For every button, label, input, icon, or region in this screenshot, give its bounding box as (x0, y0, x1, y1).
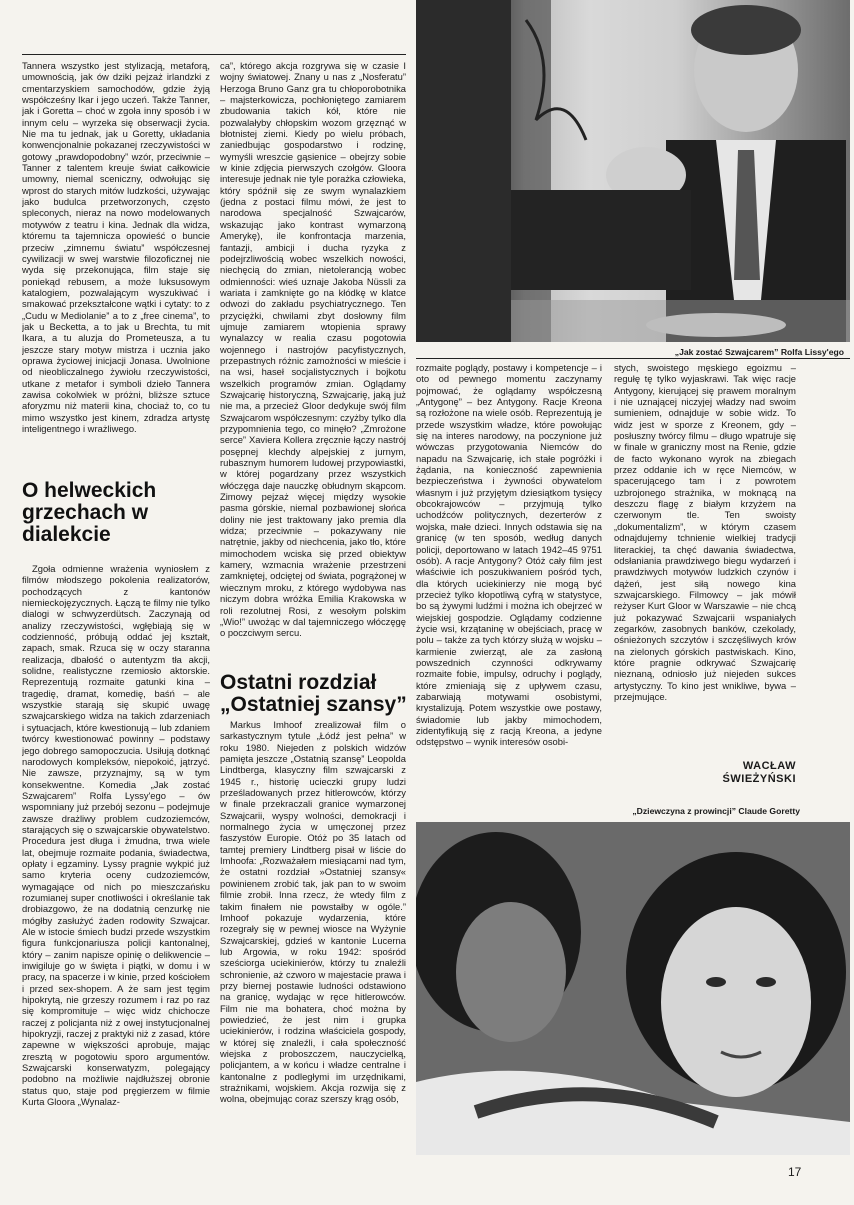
caption-rule (416, 358, 850, 359)
photo-caption: „Dziewczyna z prowincji” Claude Goretty (632, 806, 800, 816)
section-headline: Ostatni rozdział „Ostatniej szansy” (220, 671, 407, 716)
article-column-2-lower (220, 719, 406, 1165)
article-column-1-lower (22, 563, 210, 1165)
body-text: stych, swoistego męskiego egoizmu – regułę tę tylko wyjaskrawi. Tak więc racje Antygony, kierującej się prawem moralnym i nie uznającej niczyjej władzy nad swoim sumieniem, odnajduje w sobie widz. To widz jest w sporze z Kreonem, gdy – posłuszny twórcy filmu – długo wpatruje się w finale w graniczny most na Renie, gdzie de facto wykonano wyrok na zbiegach przez oddanie ich w ręce Niemców, w spacerującego tam i z powrotem uzbrojonego strażnika, w moknącą na deszczu flagę z białym krzyżem na czerwonym tle. Ten swoisty „dokumentalizm”, w którym czasem odnajdujemy tchnienie wielkiej tradycji literackiej, ta chęć dawania świadectwa, odsłaniania prawdziwego biegu wydarzeń i prawdziwych motywów ludzkich czynów i dążeń, jest siłą nowego kina szwajcarskiego. Filmowcy – jak mówił reżyser Kurt Gloor w Warszawie – nie chcą już pokazywać Szwajcarii wspaniałych zegarków, zasobnych banków, czekolady, ośnieżonych szczytów i szczęśliwych krów na zielonych górskich pastwiskach. Kino, które pragnie odkrywać Szwajcarię nieznaną, odniosło już niejeden sukces artystyczny. To kino jest wnikliwe, bywa – przejmujące. (614, 362, 796, 702)
film-still-illustration (416, 822, 850, 1155)
article-column-1 (22, 60, 210, 482)
page-number: 17 (788, 1165, 802, 1179)
film-still-photo (416, 822, 850, 1155)
body-text: Markus Imhoof zrealizował film o sarkastycznym tytule „Łódź jest pełna” w roku 1980. Niejeden z polskich widzów pamięta jeszcze „Ostatnią szansę” Leopolda Lindtberga, klasyczny film szwajcarski z 1945 r., historię ucieczki grupy ludzi prześladowanych przez hitlerowców, którzy w finale przekraczali granice wymarzonej Szwajcarii, wyspy wolności, demokracji i normalnego życia w umęczonej przez faszystów Europie. Otóż po 35 latach od tamtej premiery Lindtberg pisał w liście do Imhoofa: „Rozważałem miesiącami nad tym, że ostatni rozdział »Ostatniej szansy« powinienem zrobić tak, jak pan to w swoim filmie zrobił. Inna rzecz, że wtedy film z takim finałem nie powstałby w ogóle.” Imhoof pokazuje wydarzenia, które rozegrały się w pewnej wiosce na Wyżynie Szwajcarskiej, gdzieś w kantonie Lucerna lub Argowia, w roku 1942: spośród sześciorga uciekinierów, którzy tu znaleźli schronienie, aż czworo w majestacie prawa i przy biernej postawie ludności odstawiono na granicę, wydając w ręce hitlerowców. Film nie ma bohatera, choć można by powiedzieć, że jest nim i grupka uciekinierów, i rodzina właściciela gospody, w której się znaleźli, i cała społeczność wiejska z proboszczem, nauczycielką, policjantem, a w końcu i władze centralne i kantonalne z podległymi im urzędnikami, strażnikami, wojskiem. Akcja rozwija się z wolna, obejmując coraz szerszy krąg osób, (220, 719, 406, 1105)
body-text: rozmaite poglądy, postawy i kompetencje – i oto od pewnego momentu zaczynamy pojmować, że oglądamy współczesną „Antygonę” – bez Antygony. Racje Kreona są rozłożone na wiele osób. Reprezentują je przede wszystkim władze, które powołując się na interes narodowy, na poczynione już wówczas przygotowania Niemców do napadu na Szwajcarię, ich stałe pogróżki i żądania, na konieczność zapewnienia bezpieczeństwa i żywności obywatelom własnym i już przyjętym dziesiątkom tysięcy obcokrajowców – przyjmują tylko uchodźców politycznych, dezerterów z wojska, małe dzieci. Innych odstawia się na granicę (w ten sposób, według danych policji, deportowano w latach 1942–45 9751 osób). A racje Antygony? Otóż cały film jest właściwie ich poszukiwaniem pośród tych, dla których uciekinierzy nie mogą być przecież tylko kłopotliwą cyfrą w statystyce, bo są żywymi ludźmi i można ich obejrzeć w wiejskiej gospodzie. Oglądamy codzienne życie wsi, krzątaninę w obejściach, pracę w polu – także za tych którzy służą w wojsku – karmienie zwierząt, ale za zasłoną powszednich czynności odkrywamy rozmaite fobie, impulsy, odruchy i poglądy, które zmieniają się z upływem czasu, zabarwiają motywami osobistymi, krystalizują. Potem wszystkie owe postawy, świadomie lub jakby mimochodem, zidentyfikują się z racją Kreona, a jedyne odstępstwo – wynik interesów osobi- (416, 362, 602, 748)
body-text: Zgoła odmienne wrażenia wyniosłem z filmów młodszego pokolenia realizatorów, pochodzących z kantonów niemieckojęzycznych. Łączą te filmy nie tylko dialogi w schwyzerdütsch. Zaczynają od analizy rzeczywistości, wgłębiają się w codzienność, próbują oddać jej kształt, zapach, smak. Rzuca się w oczy staranna realizacja, dbałość o autentyzm tła akcji, solidne, realistyczne rzemiosło aktorskie. Reprezentują rozmaite gatunki kina – tragedię, dramat, komedię, baśń – ale wszystkie starają się skupić uwagę szwajcarskiego widza na takich zdarzeniach i sytuacjach, które kwestionują – lub zdaniem twórcy kwestionować powinny – podstawy jego dobrego samopoczucia. Usiłują dotknąć narodowych kompleksów, niepokoić, jątrzyć. Nie zawsze, przyznajmy, są w tym konsekwentne. Komedia „Jak zostać Szwajcarem” Rolfa Lyssy'ego – ów wspomniany już przebój sezonu – podejmuje zawsze drażliwy problem cudzoziemców, starających się o szwajcarskie obywatelstwo. Procedura jest długa i żmudna, trwa wiele lat, obejmuje rozmaite podania, świadectwa, opłaty i egzaminy. Lyssy pragnie wykpić już samo kryteria oceny cudzoziemców, wymagające od nich po mieszczańsku rozumianej super cnotliwości i określanie tak drobiazgowo, że na dodatnią cenzurkę nie mógłby zasłużyć żaden rodowity Szwajcar. Ale w istocie śmiech budzi przede wszystkim figura funkcjonariusza policji kantonalnej, który – zanim napisze opinię o delikwencie – inwigiluje go w święta i piątki, w domu i w pracy, na spacerze i w kinie, przed kościołem i przed sex-shopem. A że sam jest tęgim hipokrytą, nie grzeszy rozumem i raz po raz się kompromituje – więc widz chichocze raczej z policjanta niż z owej instytucjonalnej hipokryzji, raczej z praktyki niż z zasad, które zapewne w większości aprobuje, mając zresztą w pogotowiu sporo argumentów. Szwajcarski konserwatyzm, polegający podobno na możliwie najdłuższej obronie status quo, staje pod pręgierzem w filmie Kurta Gloora „Wynalaz- (22, 563, 210, 1108)
top-rule (22, 54, 406, 55)
photo-caption: „Jak zostać Szwajcarem” Rolfa Lissy'ego (674, 347, 844, 357)
article-author: WACŁAW ŚWIEŻYŃSKI (722, 760, 796, 785)
article-column-4 (614, 362, 796, 747)
body-text: Tannera wszystko jest stylizacją, metaforą, umownością, jak ów dziki pejzaż irlandzki z cmentarzyskiem samochodów, gdzie żyją współcześny Ikar i jego uczeń. Także Tanner, jak i Goretta – choć w zgoła inny sposób i w innym celu – wyrzeka się obserwacji życia. Nie ma tu jednak, jak u Goretty, układania konwencjonalnie pokazanej rzeczywistości w gotowy „prawdopodobny” wzór, przeciwnie – Tanner z talentem kreuje świat całkowicie umowny, niemal sceniczny, odwołując się wprost do starych mitów ludzkości, używając jako budulca przetworzonych, często spleconych, nieraz na nowo modelowanych motywów z teatru i kina. Jednak dla widza, któremu ta tajemnicza opowieść o buncie przeciw „zimnemu światu” współczesnej cywilizacji w swej warstwie filozoficznej nie wyda się przekonująca, film staje się poniekąd rebusem, a może luksusowym katalogiem, pozwalającym wyszukiwać i smakować przekształcone wątki i cytaty: to z „Cudu w Mediolanie” a to z „free cinema”, to jak u Becketta, a to jak u Brechta, tu mit Ikara, a tu aluzja do Prometeusza, a tu jeszcze stary motyw mistrza i ucznia jako oprawa życiowej inicjacji Jonasa. Uwolnione od nieobliczalnego żywiołu rzeczywistości, utkane z metafor i symboli dzieło Tannera zawisa cokolwiek w próżni, bliższe sztuce aforyzmu niż materii kina, chociaż to, co tu mimo wszystko jest kinem, zdradza artystę inteligentnego i wrażliwego. (22, 60, 210, 434)
film-still-photo (416, 0, 850, 342)
article-column-3 (416, 362, 602, 792)
section-headline: O helweckich grzechach w dialekcie (22, 479, 157, 546)
film-still-illustration (416, 0, 850, 342)
body-text: ca”, którego akcja rozgrywa się w czasie I wojny światowej. Znany u nas z „Nosferatu” Herzoga Bruno Ganz gra tu chłoporobotnika – majsterkowicza, pochłoniętego zamiarem zbudowania takich kół, które nie pozwalałyby chłopskim wozom grzęznąć w błotnistej ziemi. Kiedy po wielu próbach, zaniedbując gospodarstwo i rodzinę, wymyśli wreszcie gąsienice – obejrzy sobie w kinie zdjęcia pierwszych czołgów. Gloora interesuje jednak nie tyle porażka człowieka, który spóźnił się ze swym wynalazkiem (jedna z postaci filmu mówi, że jest to narodowa specjalność Szwajcarów, wskazując jako kontrast wymarzoną Amerykę), ile konfrontacja marzenia, fantazji, ambicji i ducha ryzyka z podejrzliwością wobec wszelkich nowości, niechęcią do zmian, nietolerancją wobec odmienności: wieś uznaje Jakoba Nüssli za wariata i zamknięte go na kłódkę w klatce odwozi do zakładu psychiatrycznego. Ten przyciężki, chwilami zbyt dosłowny film ujmuje zamiarem wtopienia sprawy wynalazcy w realia czasu pogotowia wojennego i nastrojów pacyfistycznych, przepastnych różnic zamożności w mieście i na wsi, haseł socjalistycznych i bojkotu wszelkich programów zmian. Oglądamy Szwajcarię historyczną, Szwajcarię, jaką już nie ma, a przecież Gloor dedykuje swój film Szwajcarom współczesnym: czyżby tylko dla przypomnienia tego, co minęło? „Zmrożone serce” Xaviera Kollera zręcznie łączy nastrój posępnej klechdy alpejskiej z jurnym, rubasznym humorem ludowej przypowiastki, w której pogardzany przez wszystkich włóczęga daje nauczkę obłudnym skąpcom. Zimowy pejzaż więcej między wysokie pasma górskie, niemal pozbawionej słońca doliny nie jest traktowany jako premia dla widza; przeciwnie – pokazywany nie natrętnie, jakby od niechcenia, jako tło, które mimochodem wciska się przed obiektyw kamery, wzmacnia wrażenie przestrzeni zamkniętej, odciętej od świata, pogrążonej w wiecznym mroku, z którego wydobywa nas niczym dobra wróżka Emilia Krakowska w roli rezolutnej Rosi, z wesołym polskim „Wio!” uwożąc w dal tajemniczego włóczęgę o poczciwym sercu. (220, 60, 406, 639)
article-column-2 (220, 60, 406, 664)
